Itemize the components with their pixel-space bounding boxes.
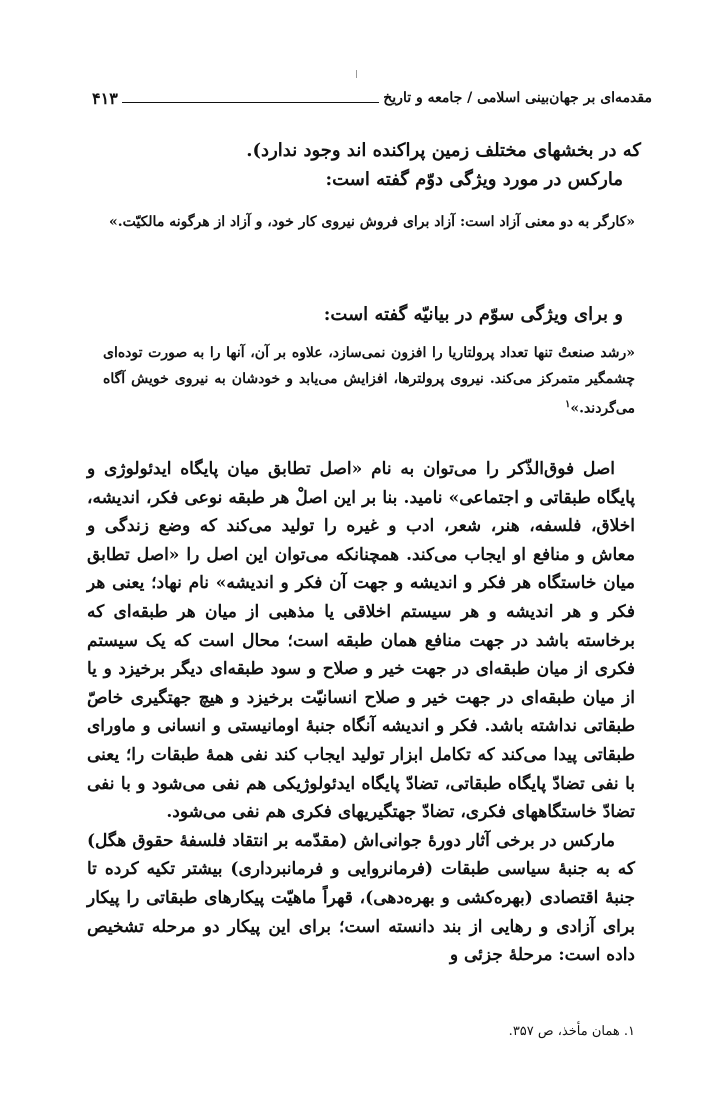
third-feature-intro [81,300,641,329]
paragraph-1: اصل فوق‌الذّکر را می‌توان به نام «اصل تطابق میان پایگاه ایدئولوژی و پایگاه طبقاتی و اجتماعی» نامید. بنا بر این اصلْ هر طبقه نوعی فکر، اندیشه، اخلاق، فلسفه، هنر، شعر، ادب و غیره را تولید می‌کند که وضع زندگی و معاش و منافع او ایجاب می‌کند. همچنانکه می‌توان این اصل را «اصل تطابق میان خاستگاه هر فکر و اندیشه و جهت آن فکر و اندیشه» نام نهاد؛ یعنی هر فکر و هر اندیشه و هر سیستم اخلاقی یا مذهبی از میان هر طبقه‌ای که برخاسته باشد در جهت منافع همان طبقه است؛ محال است که یک سیستم فکری از میان طبقه‌ای در جهت خیر و صلاح و سود طبقه‌ای دیگر برخیزد و یا از میان طبقه‌ای در جهت خیر و صلاح انسانیّت برخیزد و هیچ جهتگیری خاصّ طبقاتی نداشته باشد. فکر و اندیشه آنگاه جنبهٔ اومانیستی و انسانی و ماورای طبقاتی پیدا می‌کند که تکامل ابزار تولید ایجاب کند نفی همهٔ طبقات را؛ یعنی با نفی تضادّ پایگاه طبقاتی، تضادّ پایگاه ایدئولوژیکی هم نفی می‌شود و با نفی تضادّ خاستگاههای فکری، تضادّ جهتگیریهای فکری هم نفی می‌شود. [87,459,635,823]
footnote: ۱. همان مأخذ، ص ۳۵۷. [508,1024,635,1039]
footnote-ref: ۱ [564,399,571,410]
third-intro-line: و برای ویژگی سوّم در بیانیّه گفته است: [323,304,623,325]
running-title: مقدمه‌ای بر جهان‌بینی اسلامی / جامعه و تاریخ [383,90,652,106]
intro-line-1: که در بخشهای مختلف زمین پراکنده اند وجود ندارد). [246,140,641,161]
intro-block [81,136,641,194]
main-body [87,455,635,970]
quote-2-para [103,340,635,422]
header-rule [122,102,379,103]
quote-1-text: «کارگر به دو معنی آزاد است: آزاد برای فروش نیروی کار خود، و آزاد از هرگونه مالکیّت.» [108,214,635,230]
quote-2-text: «رشد صنعتْ تنها تعداد پرولتاریا را افزون نمی‌سازد، علاوه بر آن، آنها را به صورت توده‌ای چشمگیر متمرکز می‌کند. نیروی پرولترها، افزایش می‌یابد و خودشان به نیروی خویش آگاه می‌گردند.» [103,345,635,417]
running-header [92,86,652,110]
quote-2 [103,340,635,422]
intro-line-2: مارکس در مورد ویژگی دوّم گفته است: [325,169,623,190]
quote-1 [103,209,635,235]
page-number: ۴۱۳ [92,88,118,108]
scan-mark [356,70,357,78]
paragraph-2: مارکس در برخی آثار دورهٔ جوانی‌اش (مقدّمه بر انتقاد فلسفهٔ حقوق هگل) که به جنبهٔ سیاسی طبقات (فرمانروایی و فرمانبرداری) بیشتر تکیه کرده تا جنبهٔ اقتصادی (بهره‌کشی و بهره‌دهی)، قهراً ماهیّت پیکارهای طبقاتی را پیکار برای آزادی و رهایی از بند دانسته است؛ برای این پیکار دو مرحله تشخیص داده است: مرحلهٔ جزئی و [87,830,635,966]
